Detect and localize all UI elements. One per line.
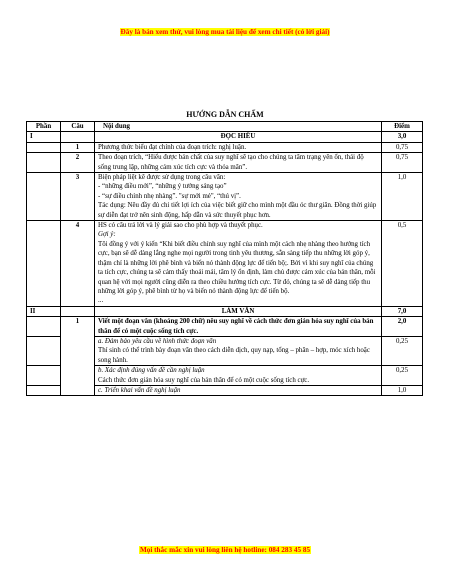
question-number: 1 — [61, 317, 95, 396]
criterion-heading: a. Đảm bảo yêu cầu về hình thức đoạn văn — [98, 337, 217, 345]
answer-line: Biện pháp liệt kê được sử dụng trong câu văn: — [98, 174, 226, 182]
answer-line: Tác dụng: Nêu đầy đủ chi tiết lợi ích của việc biết giữ cho mình một đầu óc thư giãn. Đồng thời giúp sự diễn đạt trở nên sinh động, hấp dẫn và sức thuyết phục hơn. — [98, 202, 377, 219]
section-score: 3,0 — [382, 132, 423, 142]
criterion-text: Thí sinh có thể trình bày đoạn văn theo cách diễn dịch, quy nạp, tổng – phân – hợp, móc xích hoặc song hành. — [98, 347, 370, 364]
answer-text — [95, 173, 382, 221]
answer-score: 0,75 — [382, 153, 423, 173]
section-row-writing — [27, 306, 423, 316]
answer-score: 0,75 — [382, 142, 423, 152]
question-number: 4 — [61, 221, 95, 307]
question-number: 2 — [61, 153, 95, 173]
answer-line: ... — [98, 297, 104, 305]
preview-notice-banner — [0, 28, 450, 37]
header-diem: Điểm — [382, 122, 423, 132]
header-phan: Phần — [27, 122, 61, 132]
header-cau: Câu — [61, 122, 95, 132]
preview-notice-text: Đây là bản xem thử, vui lòng mua tài liệu để xem chi tiết (có lời giải) — [120, 28, 330, 36]
criterion-text: Cách thức đơn giản hóa suy nghĩ của bản thân để có một cuộc sống tích cực. — [98, 376, 310, 384]
section-phan: I — [27, 132, 61, 142]
answer-text: Phương thức biểu đạt chính của đoạn trích: nghị luận. — [95, 142, 382, 152]
question-number: 3 — [61, 173, 95, 221]
question-number: 1 — [61, 142, 95, 152]
table-row — [27, 153, 423, 173]
answer-score: 2,0 — [382, 317, 423, 337]
answer-line: HS có câu trả lời và lý giải sao cho phù hợp và thuyết phục. — [98, 222, 263, 230]
criterion-heading: c. Triển khai vấn đề nghị luận — [98, 386, 181, 394]
answer-score: 1,0 — [382, 385, 423, 395]
table-row — [27, 221, 423, 307]
hint-label: Gợi ý: — [98, 231, 116, 239]
hotline-text: Mọi thắc mắc xin vui lòng liên hệ hotline: 084 283 45 85 — [139, 546, 311, 554]
table-row — [27, 142, 423, 152]
section-title: LÀM VĂN — [95, 306, 382, 316]
section-row-reading — [27, 132, 423, 142]
answer-line: Tôi đồng ý với ý kiến “Khi biết điều chỉnh suy nghĩ của mình một cách nhẹ nhàng theo hướng tích cực, bạn sẽ dễ dàng lắng nghe mọi người trong tinh yêu thương, sẵn sàng tiếp thu những lời góp ý, thậm chí là những lời phê bình và biến nó thành động lực để tiến bộ;. Bởi vì khi suy nghĩ của chúng ta tích cực, chúng ta sẽ cảm thấy thoải mái, tâm lý ổn định, làm chủ được cảm xúc của bản thân, mỗi quan hệ với mọi người cũng diễn ra theo chiều hướng tích cực. Từ đó, chúng ta sẽ dễ dàng tiếp thu những lời góp ý, phê bình từ họ và biến nó thành động lực để tiến bộ. — [98, 240, 376, 295]
hotline-banner — [0, 546, 450, 555]
answer-line: - “sự điều chỉnh nhẹ nhàng”. "sự mới mẻ", “thú vị”. — [98, 192, 241, 200]
answer-score: 1,0 — [382, 173, 423, 221]
criterion-heading: b. Xác định đúng vấn đề cần nghị luận — [98, 367, 205, 375]
header-noi-dung: Nội dung — [95, 122, 382, 132]
section-score: 7,0 — [382, 306, 423, 316]
answer-text: Theo đoạn trích, “Hiểu được bản chất của suy nghĩ sẽ tạo cho chúng ta tâm trạng yên ổn, thái độ sống trung lập, những cảm xúc tích cực và thỏa mãn”. — [95, 153, 382, 173]
section-title: ĐỌC HIỂU — [95, 132, 382, 142]
answer-score: 0,25 — [382, 366, 423, 386]
table-header-row — [27, 122, 423, 132]
criterion-b — [95, 366, 382, 386]
writing-task-title: Viết một đoạn văn (khoảng 200 chữ) nêu suy nghĩ về cách thức đơn giản hóa suy nghĩ của bản thân để có một cuộc sống tích cực. — [95, 317, 382, 337]
answer-score: 0,5 — [382, 221, 423, 307]
table-row — [27, 317, 423, 337]
section-phan: II — [27, 306, 61, 316]
grading-table — [26, 121, 423, 396]
table-row — [27, 173, 423, 221]
criterion-c — [95, 385, 382, 395]
criterion-a — [95, 336, 382, 365]
answer-score: 0,25 — [382, 336, 423, 365]
answer-line: - “những điều mới”, “những ý tưởng sáng tạo” — [98, 183, 227, 191]
page-title: HƯỚNG DẪN CHẤM — [186, 110, 264, 119]
answer-text — [95, 221, 382, 307]
